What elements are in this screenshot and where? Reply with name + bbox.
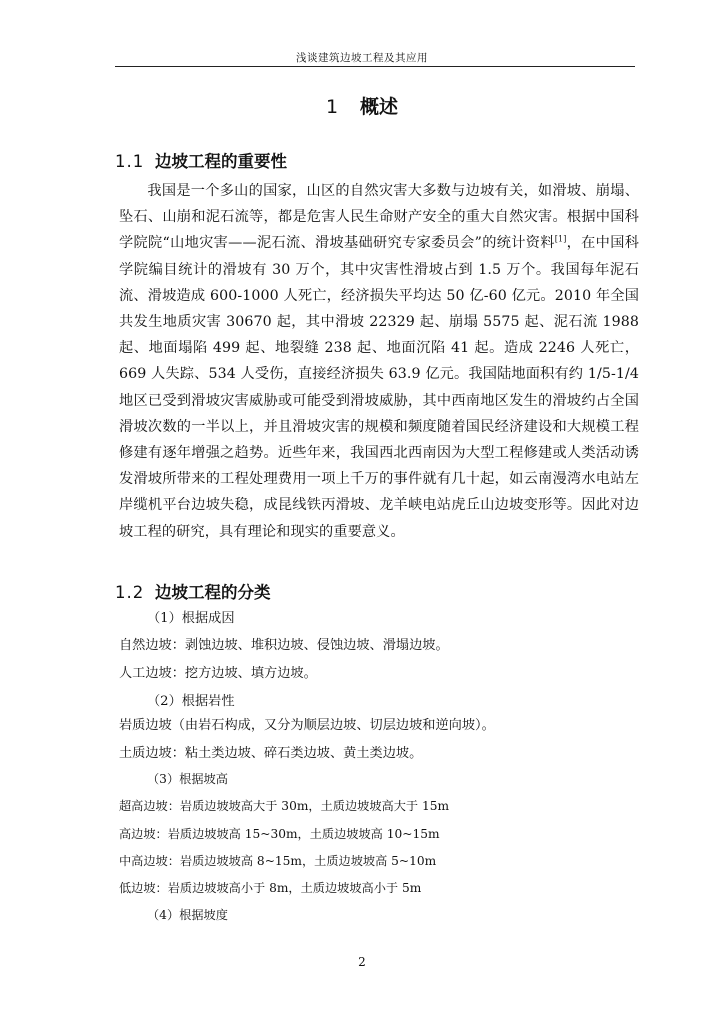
chapter-number: 1 [325,96,339,118]
list-item: 低边坡：岩质边坡坡高小于 8m，土质边坡坡高小于 5m [119,881,422,895]
list-item: 土质边坡：粘土类边坡、碎石类边坡、黄土类边坡。 [119,746,423,761]
section-title: 边坡工程的分类 [155,583,271,602]
list-item: 人工边坡：挖方边坡、填方边坡。 [119,666,317,681]
section-heading-1-1 [115,148,287,172]
classification-heading: （2）根据岩性 [147,694,235,709]
classification-heading: （4）根据坡度 [147,908,228,922]
paragraph-text-part-2: ，在中国科学院编目统计的滑坡有 30 万个，其中灾害性滑坡占到 1.5 万个。我国每年泥石流、滑坡造成 600-1000 人死亡，经济损失平均达 50 亿-60 亿元。2010 年全国共发生地质灾害 30670 起，其中滑坡 22329 起、崩塌 5575 起、泥石流 1988 起、地面塌陷 499 起、地裂缝 238 起、地面沉陷 41 起。造成 2246 人死亡，669 人失踪、534 人受伤，直接经济损失 63.9 亿元。我国陆地面积有约 1/5-1/4 地区已受到滑坡灾害威胁或可能受到滑坡威胁，其中西南地区发生的滑坡约占全国滑坡次数的一半以上，并且滑坡灾害的规模和频度随着国民经济建设和大规模工程修建有逐年增强之趋势。近些年来，我国西北西南因为大型工程修建或人类活动诱发滑坡所带来的工程处理费用一项上千万的事件就有几十起，如云南漫湾水电站左岸缆机平台边坡失稳，成昆线铁丙滑坡、龙羊峡电站虎丘山边坡变形等。因此对边坡工程的研究，具有理论和现实的重要意义。 [119,235,639,540]
section-heading-1-2 [115,579,271,603]
list-item: 中高边坡：岩质边坡坡高 8~15m，土质边坡坡高 5~10m [119,854,437,868]
running-header: 浅谈建筑边坡工程及其应用 [296,52,428,64]
chapter-heading [0,92,724,119]
list-item: 自然边坡：剥蚀边坡、堆积边坡、侵蚀边坡、滑塌边坡。 [119,638,449,653]
body-paragraph [119,178,639,545]
section-title: 边坡工程的重要性 [155,152,287,171]
list-item: 岩质边坡（由岩石构成，又分为顺层边坡、切层边坡和逆向坡）。 [119,718,495,733]
classification-heading: （3）根据坡高 [147,772,228,786]
list-item: 高边坡：岩质边坡坡高 15~30m，土质边坡坡高 10~15m [119,827,440,841]
page-number: 2 [358,955,366,969]
classification-heading: （1）根据成因 [147,611,235,626]
header-rule [115,66,635,67]
chapter-title: 概述 [360,96,399,118]
section-number: 1.2 [115,583,145,602]
paragraph-text-part-1: 我国是一个多山的国家，山区的自然灾害大多数与边坡有关，如滑坡、崩塌、坠石、山崩和泥石流等，都是危害人民生命财产安全的重大自然灾害。根据中国科学院院“山地灾害——泥石流、滑坡基础研究专家委员会”的统计资料 [119,183,639,252]
section-number: 1.1 [115,152,145,171]
citation-reference[interactable]: [1] [554,234,567,244]
list-item: 超高边坡：岩质边坡坡高大于 30m，土质边坡坡高大于 15m [119,799,450,813]
